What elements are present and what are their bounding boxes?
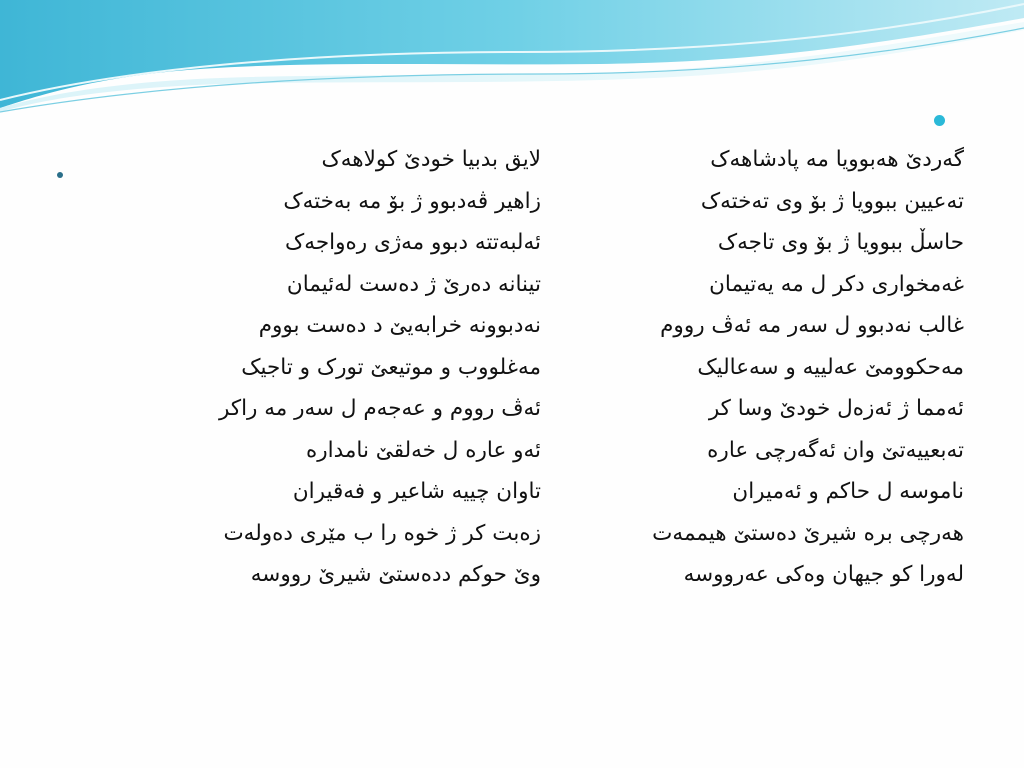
poem-line: تاوان چییە شاعیر و فەقیران — [292, 479, 541, 504]
poem-line: نەدبوونە خرابەیێ د دەست بووم — [258, 313, 541, 338]
poem-right-column — [564, 139, 964, 596]
poem-line: غالب نەدبوو ل سەر مە ئەڤ رووم — [660, 313, 964, 338]
poem-line: زاهیر ڤەدبوو ژ بۆ مە بەختەک — [283, 188, 541, 214]
poem-line: حاسڵ ببوویا ژ بۆ وی تاجەک — [717, 230, 964, 255]
poem-line: وێ حوکم ددەستێ شیرێ رووسە — [250, 562, 541, 587]
poem-line: ئەو عارە ل خەلقێ نامدارە — [306, 437, 541, 463]
poem-line: غەمخواری دکر ل مە یەتیمان — [709, 271, 964, 297]
poem-line: هەرچی برە شیرێ دەستێ هیممەت — [652, 520, 964, 546]
small-bullet-dot-icon — [57, 172, 63, 178]
poem-line: ئەڤ رووم و عەجەم ل سەر مە راکر — [218, 396, 541, 421]
poem-line: تینانە دەرێ ژ دەست لەئیمان — [286, 271, 541, 297]
header-wave-decoration — [0, 0, 1024, 120]
poem-line: ئەمما ژ ئەزەل خودێ وسا کر — [708, 396, 964, 421]
poem-left-column — [121, 139, 541, 596]
poem-line: لایق بدبیا خودێ کولاهەک — [321, 147, 541, 172]
bullet-dot-icon — [934, 115, 945, 126]
poem-line: گەردێ هەبوویا مە پادشاهەک — [710, 147, 964, 172]
poem-line: مەغلووب و موتیعێ تورک و تاجیک — [241, 354, 541, 380]
poem-line: مەحکوومێ عەلییە و سەعالیک — [697, 354, 964, 380]
poem-line: تەعیین ببوویا ژ بۆ وی تەختەک — [700, 188, 964, 214]
poem-line: لەورا کو جیهان وەکی عەرووسە — [683, 562, 964, 587]
poem-line: زەبت کر ژ خوە را ب مێری دەولەت — [223, 520, 541, 546]
poem-line: ناموسە ل حاکم و ئەمیران — [732, 479, 964, 504]
poem-line: ئەلبەتتە دبوو مەژی رەواجەک — [285, 230, 541, 255]
poem-line: تەبعییەتێ وان ئەگەرچی عارە — [707, 437, 964, 463]
